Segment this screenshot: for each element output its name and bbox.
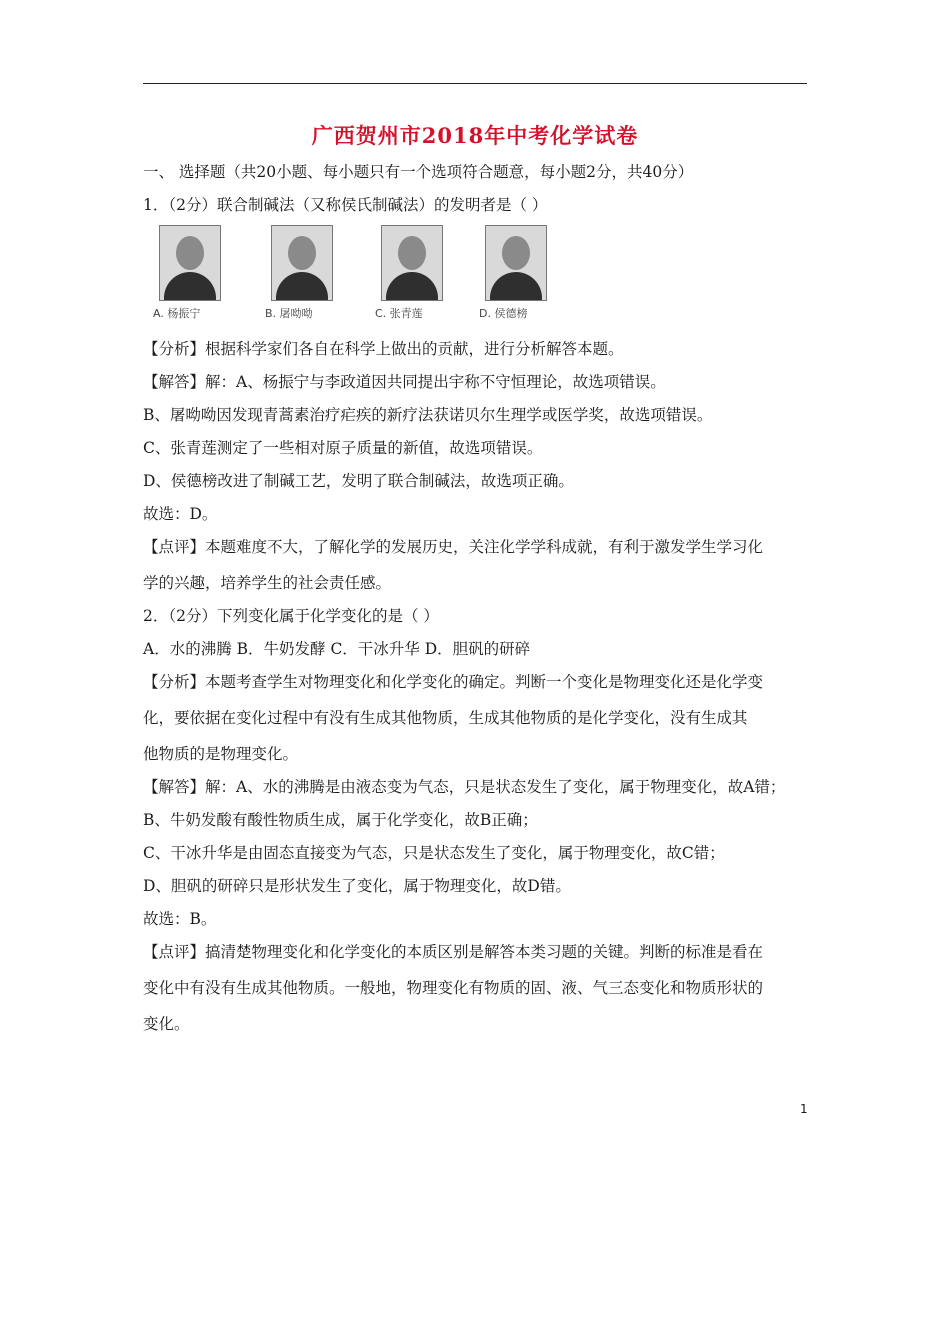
photo-label: C. 张青莲 [375, 307, 423, 320]
photo-option-c [375, 225, 455, 321]
q2-options: A．水的沸腾 B．牛奶发酵 C．干冰升华 D．胆矾的研碎 [143, 640, 531, 658]
portrait-image [271, 225, 333, 301]
q2-answer-choice: 故选：B。 [143, 910, 217, 928]
q1-analysis: 【分析】根据科学家们各自在科学上做出的贡献，进行分析解答本题。 [143, 340, 624, 358]
q1-comment-line: 【点评】本题难度不大，了解化学的发展历史，关注化学学科成就，有利于激发学生学习化 [143, 538, 764, 556]
q2-comment-line: 变化。 [143, 1015, 190, 1033]
photo-label: B. 屠呦呦 [265, 307, 313, 320]
page-number: 1 [800, 1102, 808, 1116]
document-title: 广西贺州市2018年中考化学试卷 [311, 123, 639, 148]
q1-comment-line: 学的兴趣，培养学生的社会责任感。 [143, 574, 392, 592]
portrait-image [159, 225, 221, 301]
photo-label: D. 侯德榜 [479, 307, 528, 320]
q1-answer-line: B、屠呦呦因发现青蒿素治疗疟疾的新疗法获诺贝尔生理学或医学奖，故选项错误。 [143, 406, 713, 424]
q1-answer-line: C、张青莲测定了一些相对原子质量的新值，故选项错误。 [143, 439, 543, 457]
portrait-image [381, 225, 443, 301]
document-body [143, 160, 811, 1036]
q2-comment-line: 变化中有没有生成其他物质。一般地，物理变化有物质的固、液、气三态变化和物质形状的 [143, 979, 764, 997]
header-rule [143, 83, 807, 84]
q2-analysis-line: 化，要依据在变化过程中有没有生成其他物质，生成其他物质的是化学变化，没有生成其 [143, 709, 748, 727]
portrait-image [485, 225, 547, 301]
q2-comment-line: 【点评】搞清楚物理变化和化学变化的本质区别是解答本类习题的关键。判断的标准是看在 [143, 943, 764, 961]
q1-photo-options [143, 225, 811, 325]
q2-answer-line: D、胆矾的研碎只是形状发生了变化，属于物理变化，故D错。 [143, 877, 571, 895]
q2-answer-line: 【解答】解：A、水的沸腾是由液态变为气态，只是状态发生了变化，属于物理变化，故A错； [143, 778, 786, 796]
photo-option-b [265, 225, 345, 321]
q2-answer-line: C、干冰升华是由固态直接变为气态，只是状态发生了变化，属于物理变化，故C错； [143, 844, 725, 862]
photo-label: A. 杨振宁 [153, 307, 201, 320]
q1-answer-line: D、侯德榜改进了制碱工艺，发明了联合制碱法，故选项正确。 [143, 472, 574, 490]
photo-option-d [479, 225, 559, 321]
photo-option-a [153, 225, 233, 321]
q2-answer-line: B、牛奶发酸有酸性物质生成，属于化学变化，故B正确； [143, 811, 538, 829]
q2-analysis-line: 他物质的是物理变化。 [143, 745, 299, 763]
q1-answer-line: 【解答】解：A、杨振宁与李政道因共同提出宇称不守恒理论，故选项错误。 [143, 373, 666, 391]
q2-analysis-line: 【分析】本题考查学生对物理变化和化学变化的确定。判断一个变化是物理变化还是化学变 [143, 673, 764, 691]
section-heading: 一、 选择题（共20小题、每小题只有一个选项符合题意，每小题2分，共40分） [143, 163, 694, 181]
q1-answer-choice: 故选：D。 [143, 505, 218, 523]
q2-stem: 2．（2分）下列变化属于化学变化的是（ ） [143, 607, 439, 625]
q1-stem: 1．（2分）联合制碱法（又称侯氏制碱法）的发明者是（ ） [143, 196, 548, 214]
